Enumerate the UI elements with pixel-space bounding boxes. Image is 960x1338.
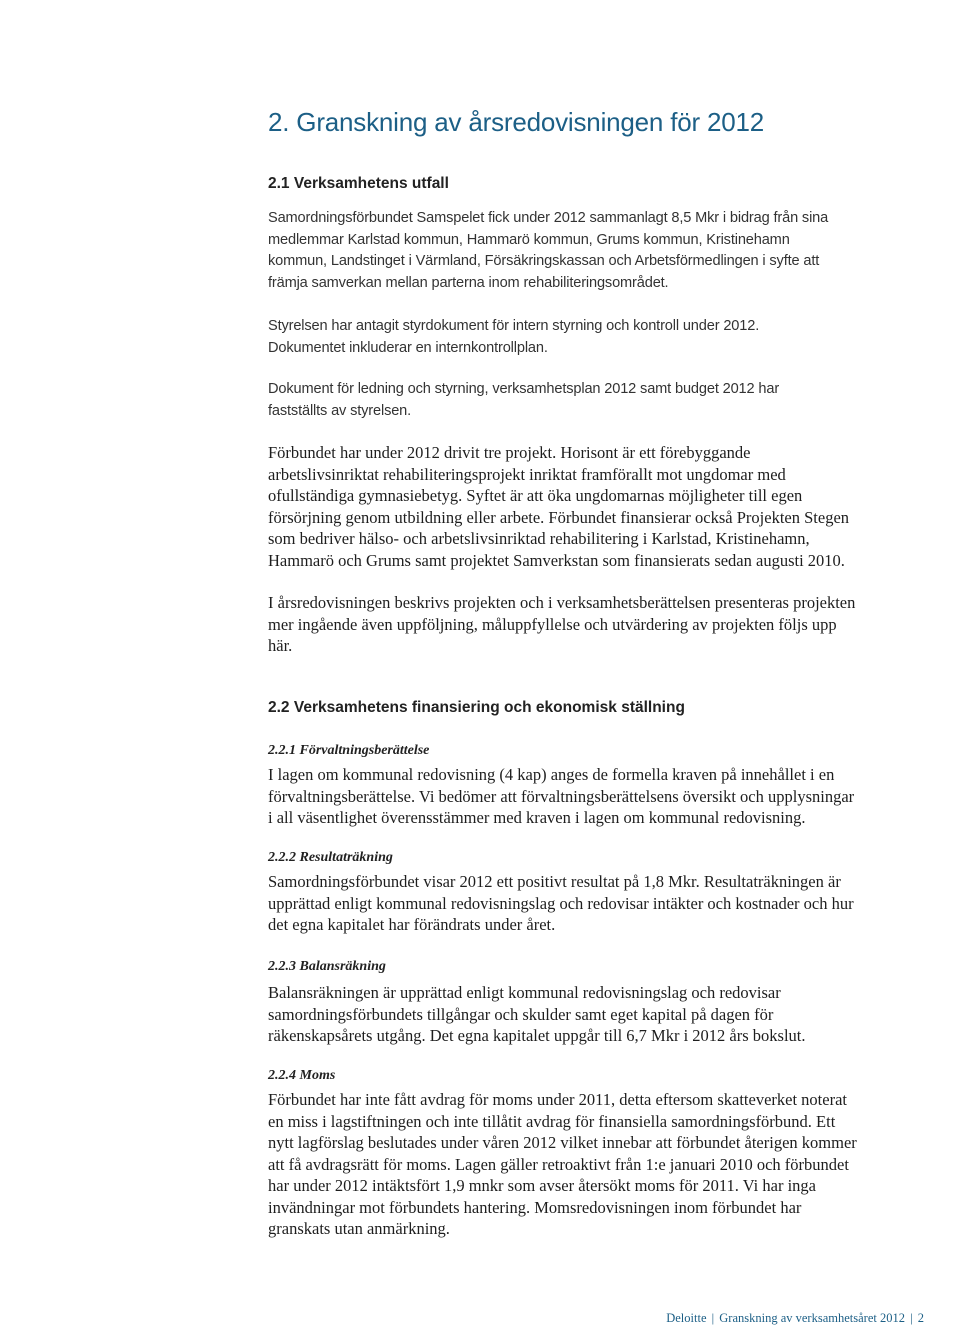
subsection-heading-2-2-4: 2.2.4 Moms: [268, 1068, 336, 1083]
text-line: medlemmar Karlstad kommun, Hammarö kommun, Grums kommun, Kristinehamn: [268, 231, 790, 248]
paragraph-income-statement: [268, 871, 854, 936]
text-line: främja samverkan mellan parterna inom rehabiliteringsområdet.: [268, 274, 669, 291]
text-line: nytt lagförslag beslutades under våren 2012 vilket innebar att förbundet återigen kommer: [268, 1133, 857, 1152]
footer-separator: |: [910, 1311, 913, 1325]
page-footer: [666, 1310, 924, 1326]
paragraph-funding: [268, 208, 828, 294]
paragraph-plan-budget: [268, 379, 779, 422]
text-line: granskats utan anmärkning.: [268, 1219, 450, 1238]
footer-organization: Deloitte: [666, 1311, 707, 1325]
text-line: Förbundet har inte fått avdrag för moms under 2011, detta eftersom skatteverket noterat: [268, 1090, 847, 1109]
paragraph-balance-sheet: [268, 982, 806, 1047]
paragraph-governance: [268, 316, 759, 359]
footer-separator: |: [711, 1311, 715, 1325]
subsection-heading-2-2-3: 2.2.3 Balansräkning: [268, 959, 386, 974]
page-title: 2. Granskning av årsredovisningen för 2012: [268, 107, 765, 137]
text-line: som bedriver hälso- och arbetslivsinriktad rehabilitering i Karlstad, Kristinehamn,: [268, 529, 810, 548]
text-line: Samordningsförbundet visar 2012 ett positivt resultat på 1,8 Mkr. Resultaträkningen är: [268, 872, 841, 891]
text-line: Samordningsförbundet Samspelet fick under 2012 sammanlagt 8,5 Mkr i bidrag från sina: [268, 210, 829, 226]
paragraph-vat: [268, 1089, 857, 1240]
text-line: kommun, Landstinget i Värmland, Försäkringskassan och Arbetsförmedlingen i syfte att: [268, 253, 820, 269]
text-line: att få avdragsrätt för moms. Lagen gäller retroaktivt från 1:e januari 2010 och förbundet: [268, 1154, 849, 1174]
text-line: samordningsförbundets tillgångar och skulder samt eget kapital på dagen för: [268, 1004, 774, 1024]
text-line: Hammarö och Grums samt projektet Samverkstan som finansierats sedan augusti 2010.: [268, 550, 845, 570]
text-line: ofullständiga gymnasiebetyg. Syftet är att öka ungdomarnas möjligheter till egen: [268, 486, 803, 505]
section-heading-2-2: 2.2 Verksamhetens finansiering och ekonomisk ställning: [268, 699, 685, 716]
text-line: förvaltningsberättelse. Vi bedömer att förvaltningsberättelsens översikt och upplysningar: [268, 786, 855, 806]
subsection-heading-2-2-1: 2.2.1 Förvaltningsberättelse: [268, 743, 430, 758]
footer-page-number: 2: [917, 1311, 924, 1325]
paragraph-projects: [268, 442, 849, 571]
text-line: upprättad enligt kommunal redovisningslag och redovisar intäkter och kostnader och hur: [268, 893, 854, 913]
text-line: I lagen om kommunal redovisning (4 kap) anges de formella kraven på innehållet i en: [268, 765, 835, 784]
text-line: mer ingående även uppföljning, måluppfyllelse och utvärdering av projekten följs upp: [268, 614, 837, 634]
text-line: här.: [268, 636, 293, 655]
subsection-heading-2-2-2: 2.2.2 Resultaträkning: [268, 850, 393, 865]
text-line: Dokumentet inkluderar en internkontrollplan.: [268, 339, 548, 356]
footer-document-title: Granskning av verksamhetsåret 2012: [719, 1311, 905, 1325]
text-line: I årsredovisningen beskrivs projekten och i verksamhetsberättelsen presenteras projekten: [268, 593, 856, 612]
text-line: har under 2012 intäktsfört 1,9 mnkr som avser återsökt moms för 2011. Vi har inga: [268, 1176, 816, 1195]
text-line: Förbundet har under 2012 drivit tre projekt. Horisont är ett förebyggande: [268, 443, 751, 462]
text-line: Styrelsen har antagit styrdokument för intern styrning och kontroll under 2012.: [268, 318, 760, 334]
text-line: en miss i lagstiftningen och inte tillåtit avdrag för finansiella samordningsförbund. Ett: [268, 1111, 836, 1131]
text-line: försörjning genom utbildning eller arbete. Förbundet finansierar också Projekten Stegen: [268, 507, 850, 527]
text-line: Balansräkningen är upprättad enligt kommunal redovisningslag och redovisar: [268, 983, 781, 1002]
text-line: i all väsentlighet överensstämmer med kraven i lagen om kommunal redovisning.: [268, 808, 806, 827]
paragraph-annual-report: [268, 592, 855, 657]
text-line: invändningar mot förbundets hantering. Momsredovisningen inom förbundet har: [268, 1197, 802, 1217]
text-line: Dokument för ledning och styrning, verksamhetsplan 2012 samt budget 2012 har: [268, 381, 780, 397]
paragraph-management-report: [268, 764, 854, 829]
text-line: räkenskapsårets utgång. Det egna kapitalet uppgår till 6,7 Mkr i 2012 års bokslut.: [268, 1026, 806, 1045]
text-line: det egna kapitalet har förändrats under året.: [268, 915, 556, 934]
section-heading-2-1: 2.1 Verksamhetens utfall: [268, 175, 449, 192]
text-line: fastställts av styrelsen.: [268, 402, 412, 419]
text-line: arbetslivsinriktat rehabiliteringsprojekt inriktat framförallt mot ungdomar med: [268, 464, 786, 484]
